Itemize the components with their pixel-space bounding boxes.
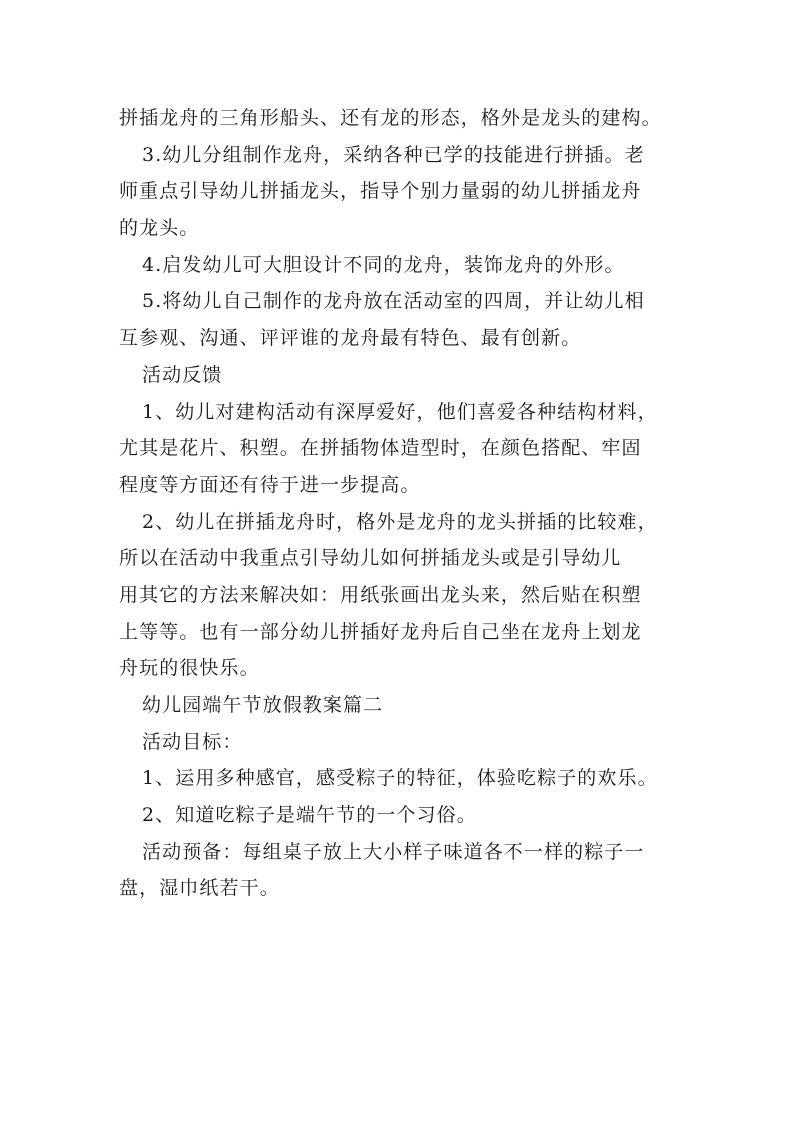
- text-line: 2、知道吃粽子是端午节的一个习俗。: [142, 804, 477, 827]
- heading-activity-goals: [119, 724, 689, 761]
- text-line: 1、运用多种感官，感受粽子的特征，体验吃粽子的欢乐。: [142, 767, 658, 790]
- paragraph-goal-1: [119, 760, 689, 797]
- text-line: 所以在活动中我重点引导幼儿如何拼插龙头或是引导幼儿: [119, 547, 622, 570]
- text-line: 2、幼儿在拼插龙舟时，格外是龙舟的龙头拼插的比较难，: [142, 510, 658, 533]
- text-line: 上等等。也有一部分幼儿拼插好龙舟后自己坐在龙舟上划龙: [119, 620, 642, 643]
- paragraph-step-5: [119, 283, 689, 356]
- text-line: 的龙头。: [119, 217, 200, 240]
- section-heading: 幼儿园端午节放假教案篇二: [142, 694, 384, 716]
- text-line: 用其它的方法来解决如：用纸张画出龙头来，然后贴在积塑: [119, 583, 642, 606]
- document-body: [119, 100, 689, 907]
- section-heading: 活动反馈: [142, 363, 223, 386]
- text-line: 1、幼儿对建构活动有深厚爱好，他们喜爱各种结构材料，: [142, 400, 658, 423]
- paragraph-goal-2: [119, 797, 689, 834]
- text-line: 4.启发幼儿可大胆设计不同的龙舟，装饰龙舟的外形。: [142, 253, 625, 276]
- section-heading: 活动目标：: [142, 730, 243, 753]
- text-line: 舟玩的很快乐。: [119, 657, 260, 680]
- paragraph-feedback-1: [119, 394, 689, 504]
- paragraph-step-3: [119, 137, 689, 247]
- text-line: 拼插龙舟的三角形船头、还有龙的形态，格外是龙头的建构。: [119, 107, 662, 129]
- text-line: 程度等方面还有待于进一步提高。: [119, 473, 421, 496]
- paragraph-activity-preparation: [119, 834, 689, 907]
- heading-activity-feedback: [119, 357, 689, 394]
- text-line: 互参观、沟通、评评谁的龙舟最有特色、最有创新。: [119, 327, 582, 350]
- text-line: 活动预备：每组桌子放上大小样子味道各不一样的粽子一: [142, 840, 645, 863]
- text-line: 师重点引导幼儿拼插龙头，指导个别力量弱的幼儿拼插龙舟: [119, 180, 642, 203]
- heading-lesson-plan-2: [119, 687, 689, 724]
- paragraph-intro-continued: [119, 100, 689, 137]
- paragraph-feedback-2: [119, 504, 689, 687]
- paragraph-step-4: [119, 247, 689, 284]
- text-line: 盘，湿巾纸若干。: [119, 877, 280, 900]
- text-line: 3.幼儿分组制作龙舟，采纳各种已学的技能进行拼插。老: [142, 143, 645, 166]
- text-line: 5.将幼儿自己制作的龙舟放在活动室的四周，并让幼儿相: [142, 290, 645, 313]
- text-line: 尤其是花片、积塑。在拼插物体造型时，在颜色搭配、牢固: [119, 437, 642, 460]
